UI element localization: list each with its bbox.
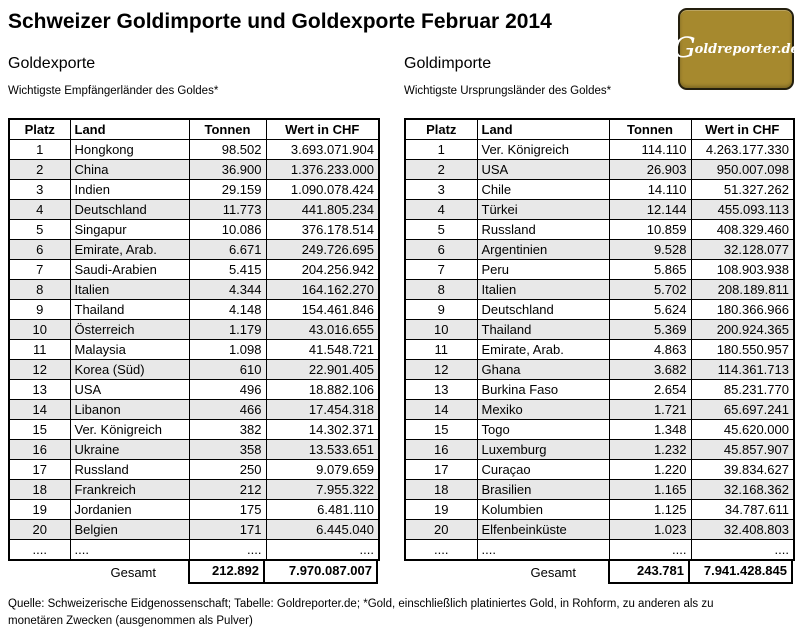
table-cell: 4.863 bbox=[609, 340, 691, 360]
table-cell: 45.857.907 bbox=[691, 440, 794, 460]
table-cell: Italien bbox=[70, 280, 189, 300]
table-row bbox=[9, 180, 379, 200]
exports-heading: Goldexporte bbox=[8, 55, 96, 72]
table-cell: 610 bbox=[189, 360, 266, 380]
table-row bbox=[405, 340, 794, 360]
table-row bbox=[405, 300, 794, 320]
table-row bbox=[405, 380, 794, 400]
exports-total-wert: 7.970.087.007 bbox=[265, 561, 378, 584]
table-row bbox=[9, 200, 379, 220]
table-cell: 212 bbox=[189, 480, 266, 500]
table-cell: 108.903.938 bbox=[691, 260, 794, 280]
table-cell: 7 bbox=[9, 260, 70, 280]
table-cell: 455.093.113 bbox=[691, 200, 794, 220]
table-cell: 18.882.106 bbox=[266, 380, 379, 400]
column-header-platz: Platz bbox=[9, 119, 70, 140]
table-cell: Frankreich bbox=[70, 480, 189, 500]
imports-subheading: Wichtigste Ursprungsländer des Goldes* bbox=[404, 85, 612, 97]
table-row bbox=[405, 220, 794, 240]
table-row bbox=[405, 460, 794, 480]
imports-total-tonnen: 243.781 bbox=[608, 561, 690, 584]
column-header-platz: Platz bbox=[405, 119, 477, 140]
page-title: Schweizer Goldimporte und Goldexporte Februar 2014 bbox=[8, 10, 552, 33]
table-cell: 164.162.270 bbox=[266, 280, 379, 300]
table-cell: 22.901.405 bbox=[266, 360, 379, 380]
table-cell: 5 bbox=[405, 220, 477, 240]
table-row bbox=[9, 160, 379, 180]
table-cell: 1 bbox=[9, 140, 70, 160]
table-cell: 12.144 bbox=[609, 200, 691, 220]
header-row bbox=[405, 119, 794, 140]
exports-section bbox=[8, 55, 378, 584]
exports-total-row bbox=[8, 561, 378, 584]
table-cell: 51.327.262 bbox=[691, 180, 794, 200]
table-cell: 1.232 bbox=[609, 440, 691, 460]
table-cell: 441.805.234 bbox=[266, 200, 379, 220]
table-cell: 1.125 bbox=[609, 500, 691, 520]
table-row bbox=[9, 440, 379, 460]
table-cell: Chile bbox=[477, 180, 609, 200]
table-cell: 13 bbox=[9, 380, 70, 400]
table-cell: 7 bbox=[405, 260, 477, 280]
table-cell: 208.189.811 bbox=[691, 280, 794, 300]
table-cell: 466 bbox=[189, 400, 266, 420]
table-cell: 114.110 bbox=[609, 140, 691, 160]
table-cell: Thailand bbox=[70, 300, 189, 320]
table-cell: 10 bbox=[405, 320, 477, 340]
table-cell: Luxemburg bbox=[477, 440, 609, 460]
table-cell: .... bbox=[70, 540, 189, 561]
source-note bbox=[8, 596, 798, 630]
table-row bbox=[405, 360, 794, 380]
table-row bbox=[9, 540, 379, 561]
table-row bbox=[405, 420, 794, 440]
table-cell: 43.016.655 bbox=[266, 320, 379, 340]
table-row bbox=[405, 280, 794, 300]
table-cell: 175 bbox=[189, 500, 266, 520]
table-row bbox=[405, 500, 794, 520]
table-cell: China bbox=[70, 160, 189, 180]
table-cell: 1 bbox=[405, 140, 477, 160]
table-cell: 34.787.611 bbox=[691, 500, 794, 520]
table-cell: 3 bbox=[9, 180, 70, 200]
table-cell: Argentinien bbox=[477, 240, 609, 260]
table-row bbox=[405, 180, 794, 200]
table-row bbox=[9, 320, 379, 340]
table-cell: 204.256.942 bbox=[266, 260, 379, 280]
table-cell: 1.376.233.000 bbox=[266, 160, 379, 180]
table-cell: 6.445.040 bbox=[266, 520, 379, 540]
table-cell: .... bbox=[9, 540, 70, 561]
table-row bbox=[405, 440, 794, 460]
imports-heading: Goldimporte bbox=[404, 55, 492, 72]
exports-table-header bbox=[9, 119, 379, 140]
exports-table-body bbox=[9, 140, 379, 561]
table-row bbox=[405, 320, 794, 340]
table-cell: 9 bbox=[9, 300, 70, 320]
table-cell: Russland bbox=[70, 460, 189, 480]
table-cell: 17 bbox=[9, 460, 70, 480]
table-cell: .... bbox=[266, 540, 379, 561]
table-cell: 5.624 bbox=[609, 300, 691, 320]
imports-table-body bbox=[405, 140, 794, 561]
column-header-tonnen: Tonnen bbox=[609, 119, 691, 140]
table-cell: 6 bbox=[9, 240, 70, 260]
table-row bbox=[405, 480, 794, 500]
table-cell: 15 bbox=[405, 420, 477, 440]
table-cell: 41.548.721 bbox=[266, 340, 379, 360]
table-cell: 3.693.071.904 bbox=[266, 140, 379, 160]
table-cell: 14 bbox=[9, 400, 70, 420]
table-cell: 36.900 bbox=[189, 160, 266, 180]
table-cell: Emirate, Arab. bbox=[477, 340, 609, 360]
table-row bbox=[9, 520, 379, 540]
column-header-land: Land bbox=[477, 119, 609, 140]
table-cell: Peru bbox=[477, 260, 609, 280]
table-cell: 180.550.957 bbox=[691, 340, 794, 360]
column-header-wert: Wert in CHF bbox=[691, 119, 794, 140]
exports-total-tonnen: 212.892 bbox=[188, 561, 265, 584]
table-cell: 17 bbox=[405, 460, 477, 480]
table-cell: 16 bbox=[405, 440, 477, 460]
table-cell: Ver. Königreich bbox=[70, 420, 189, 440]
table-row bbox=[405, 140, 794, 160]
table-cell: Libanon bbox=[70, 400, 189, 420]
table-cell: Ghana bbox=[477, 360, 609, 380]
table-cell: 1.023 bbox=[609, 520, 691, 540]
table-cell: 358 bbox=[189, 440, 266, 460]
table-cell: Malaysia bbox=[70, 340, 189, 360]
table-cell: 382 bbox=[189, 420, 266, 440]
table-cell: 6.481.110 bbox=[266, 500, 379, 520]
table-cell: Curaçao bbox=[477, 460, 609, 480]
table-row bbox=[9, 360, 379, 380]
table-cell: Hongkong bbox=[70, 140, 189, 160]
table-cell: 1.179 bbox=[189, 320, 266, 340]
table-row bbox=[9, 420, 379, 440]
table-cell: .... bbox=[405, 540, 477, 561]
table-cell: 4 bbox=[9, 200, 70, 220]
column-header-land: Land bbox=[70, 119, 189, 140]
table-cell: 5 bbox=[9, 220, 70, 240]
table-row bbox=[405, 540, 794, 561]
table-cell: 14.110 bbox=[609, 180, 691, 200]
exports-table bbox=[8, 118, 380, 561]
table-cell: 8 bbox=[9, 280, 70, 300]
table-row bbox=[405, 520, 794, 540]
table-row bbox=[405, 400, 794, 420]
table-cell: Burkina Faso bbox=[477, 380, 609, 400]
table-cell: 5.369 bbox=[609, 320, 691, 340]
table-row bbox=[405, 260, 794, 280]
table-cell: 9.528 bbox=[609, 240, 691, 260]
table-cell: 6 bbox=[405, 240, 477, 260]
imports-table bbox=[404, 118, 795, 561]
table-cell: Kolumbien bbox=[477, 500, 609, 520]
table-cell: 2.654 bbox=[609, 380, 691, 400]
table-cell: 5.415 bbox=[189, 260, 266, 280]
table-cell: 2 bbox=[9, 160, 70, 180]
table-cell: Indien bbox=[70, 180, 189, 200]
table-cell: 171 bbox=[189, 520, 266, 540]
table-cell: Korea (Süd) bbox=[70, 360, 189, 380]
column-header-tonnen: Tonnen bbox=[189, 119, 266, 140]
table-cell: 13.533.651 bbox=[266, 440, 379, 460]
table-cell: 9 bbox=[405, 300, 477, 320]
table-cell: 14 bbox=[405, 400, 477, 420]
table-cell: 1.220 bbox=[609, 460, 691, 480]
table-cell: 19 bbox=[405, 500, 477, 520]
table-cell: 17.454.318 bbox=[266, 400, 379, 420]
table-cell: 200.924.365 bbox=[691, 320, 794, 340]
table-cell: 3.682 bbox=[609, 360, 691, 380]
table-row bbox=[9, 380, 379, 400]
imports-table-header bbox=[405, 119, 794, 140]
table-cell: 11.773 bbox=[189, 200, 266, 220]
table-cell: 1.098 bbox=[189, 340, 266, 360]
table-cell: 249.726.695 bbox=[266, 240, 379, 260]
table-cell: Brasilien bbox=[477, 480, 609, 500]
table-cell: 496 bbox=[189, 380, 266, 400]
table-cell: Thailand bbox=[477, 320, 609, 340]
table-row bbox=[9, 500, 379, 520]
table-cell: 250 bbox=[189, 460, 266, 480]
table-row bbox=[9, 260, 379, 280]
table-cell: 9.079.659 bbox=[266, 460, 379, 480]
table-cell: Elfenbeinküste bbox=[477, 520, 609, 540]
table-cell: 4.148 bbox=[189, 300, 266, 320]
table-cell: 85.231.770 bbox=[691, 380, 794, 400]
table-cell: 3 bbox=[405, 180, 477, 200]
table-row bbox=[405, 160, 794, 180]
table-cell: 32.128.077 bbox=[691, 240, 794, 260]
table-cell: 20 bbox=[9, 520, 70, 540]
table-cell: Österreich bbox=[70, 320, 189, 340]
table-cell: USA bbox=[70, 380, 189, 400]
table-row bbox=[9, 460, 379, 480]
table-cell: Mexiko bbox=[477, 400, 609, 420]
table-cell: 6.671 bbox=[189, 240, 266, 260]
table-cell: Singapur bbox=[70, 220, 189, 240]
table-row bbox=[9, 220, 379, 240]
table-cell: 65.697.241 bbox=[691, 400, 794, 420]
table-cell: USA bbox=[477, 160, 609, 180]
table-row bbox=[9, 400, 379, 420]
imports-total-wert: 7.941.428.845 bbox=[690, 561, 793, 584]
table-cell: 8 bbox=[405, 280, 477, 300]
table-cell: 4 bbox=[405, 200, 477, 220]
table-cell: 5.702 bbox=[609, 280, 691, 300]
table-cell: 11 bbox=[405, 340, 477, 360]
table-cell: Belgien bbox=[70, 520, 189, 540]
table-cell: 15 bbox=[9, 420, 70, 440]
table-cell: 10.086 bbox=[189, 220, 266, 240]
table-cell: 14.302.371 bbox=[266, 420, 379, 440]
table-cell: 26.903 bbox=[609, 160, 691, 180]
table-cell: 39.834.627 bbox=[691, 460, 794, 480]
imports-total-label: Gesamt bbox=[530, 565, 576, 580]
table-cell: 408.329.460 bbox=[691, 220, 794, 240]
table-cell: 29.159 bbox=[189, 180, 266, 200]
table-cell: 114.361.713 bbox=[691, 360, 794, 380]
table-row bbox=[9, 280, 379, 300]
table-cell: 376.178.514 bbox=[266, 220, 379, 240]
table-row bbox=[405, 200, 794, 220]
source-note-line1: Quelle: Schweizerische Eidgenossenschaft; Tabelle: Goldreporter.de; *Gold, einschließlich platiniertes Gold, in Rohform, zu anderen als zu bbox=[8, 598, 714, 610]
table-cell: 16 bbox=[9, 440, 70, 460]
table-cell: 12 bbox=[405, 360, 477, 380]
imports-total-row bbox=[404, 561, 793, 584]
table-cell: Italien bbox=[477, 280, 609, 300]
table-cell: .... bbox=[691, 540, 794, 561]
table-row bbox=[9, 480, 379, 500]
table-cell: 18 bbox=[405, 480, 477, 500]
table-cell: 18 bbox=[9, 480, 70, 500]
table-row bbox=[9, 340, 379, 360]
table-cell: Togo bbox=[477, 420, 609, 440]
table-cell: 10 bbox=[9, 320, 70, 340]
table-cell: 5.865 bbox=[609, 260, 691, 280]
table-row bbox=[9, 140, 379, 160]
table-cell: 20 bbox=[405, 520, 477, 540]
table-cell: Deutschland bbox=[477, 300, 609, 320]
table-cell: 98.502 bbox=[189, 140, 266, 160]
source-note-line2: monetären Zwecken (ausgenommen als Pulver) bbox=[8, 615, 253, 627]
logo-initial: G bbox=[673, 30, 696, 64]
table-cell: 12 bbox=[9, 360, 70, 380]
table-cell: 45.620.000 bbox=[691, 420, 794, 440]
table-cell: Jordanien bbox=[70, 500, 189, 520]
table-cell: 10.859 bbox=[609, 220, 691, 240]
imports-section bbox=[404, 55, 793, 584]
exports-subheading: Wichtigste Empfängerländer des Goldes* bbox=[8, 85, 219, 97]
table-cell: 154.461.846 bbox=[266, 300, 379, 320]
table-cell: 180.366.966 bbox=[691, 300, 794, 320]
table-row bbox=[405, 240, 794, 260]
table-cell: Emirate, Arab. bbox=[70, 240, 189, 260]
table-cell: 2 bbox=[405, 160, 477, 180]
table-cell: Türkei bbox=[477, 200, 609, 220]
table-cell: 13 bbox=[405, 380, 477, 400]
table-cell: 7.955.322 bbox=[266, 480, 379, 500]
table-cell: Russland bbox=[477, 220, 609, 240]
table-cell: .... bbox=[189, 540, 266, 561]
column-header-wert: Wert in CHF bbox=[266, 119, 379, 140]
table-row bbox=[9, 240, 379, 260]
logo-rest: oldreporter.de bbox=[694, 41, 799, 57]
table-cell: 4.344 bbox=[189, 280, 266, 300]
table-cell: 32.408.803 bbox=[691, 520, 794, 540]
table-cell: Ukraine bbox=[70, 440, 189, 460]
table-cell: Ver. Königreich bbox=[477, 140, 609, 160]
table-cell: 19 bbox=[9, 500, 70, 520]
table-cell: 1.165 bbox=[609, 480, 691, 500]
table-row bbox=[9, 300, 379, 320]
table-cell: 1.090.078.424 bbox=[266, 180, 379, 200]
table-cell: .... bbox=[609, 540, 691, 561]
table-cell: 4.263.177.330 bbox=[691, 140, 794, 160]
table-cell: 1.721 bbox=[609, 400, 691, 420]
header-row bbox=[9, 119, 379, 140]
table-cell: Saudi-Arabien bbox=[70, 260, 189, 280]
exports-total-label: Gesamt bbox=[110, 565, 156, 580]
table-cell: 950.007.098 bbox=[691, 160, 794, 180]
table-cell: 1.348 bbox=[609, 420, 691, 440]
table-cell: 11 bbox=[9, 340, 70, 360]
table-cell: 32.168.362 bbox=[691, 480, 794, 500]
table-cell: Deutschland bbox=[70, 200, 189, 220]
table-cell: .... bbox=[477, 540, 609, 561]
